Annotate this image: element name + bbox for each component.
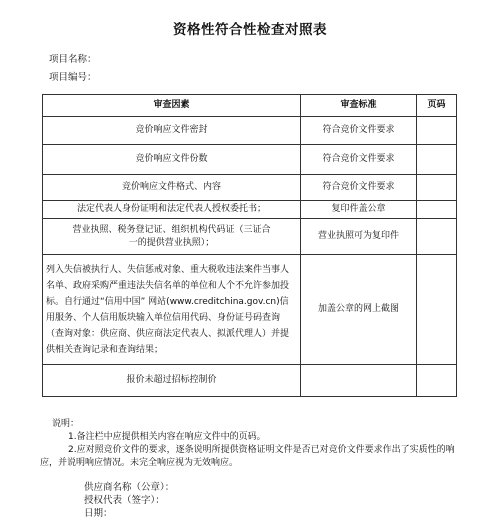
representative-label: 授权代表（签字）：	[84, 495, 165, 506]
row-standard: 营业执照可为复印件	[301, 219, 417, 255]
row-page	[417, 365, 457, 397]
table-row	[43, 219, 457, 255]
compliance-table	[42, 94, 457, 397]
row-standard: 符合竞价文件要求	[301, 117, 417, 145]
note-item-1: 1.备注栏中应提供相关内容在响应文件中的页码。	[68, 432, 266, 442]
row-standard: 符合竞价文件要求	[301, 145, 417, 175]
table-header-row	[43, 95, 457, 117]
row-factor: 报价未超过招标控制价	[43, 365, 301, 397]
row-factor: 竞价响应文件份数	[43, 145, 301, 175]
notes-heading: 说明：	[52, 419, 80, 429]
note-item-2: 2.应对照竞价文件的要求，逐条说明所提供资格证明文件是否已对竞价文件要求作出了实质性的响应，并说明响应情况。未完全响应视为无效响应。	[40, 445, 455, 468]
row-standard: 加盖公章的网上截图	[301, 255, 417, 365]
row-standard: 复印件盖公章	[301, 201, 417, 219]
row-page	[417, 201, 457, 219]
row-factor: 法定代表人身份证明和法定代表人授权委托书；	[43, 201, 301, 219]
table-row	[43, 117, 457, 145]
row-standard	[301, 365, 417, 397]
row-page	[417, 219, 457, 255]
date-label: 日期：	[84, 508, 113, 519]
header-standard: 审查标准	[301, 95, 417, 117]
notes-section	[40, 418, 460, 470]
row-factor: 竞价响应文件格式、内容	[43, 175, 301, 201]
table-row	[43, 255, 457, 365]
row-factor: 列入失信被执行人、失信惩戒对象、重大税收违法案件当事人名单、政府采购严重违法失信名单的单位和人个不允许参加投标。自行通过“信用中国” 网站(www.creditchina.gov.cn)信用服务、个人信用版块输入单位信用代码、身份证号码查询（查询对象：供应商、供应商法定代表人、拟派代理人）并提供相关查询记录和查询结果；	[43, 255, 301, 365]
row-page	[417, 145, 457, 175]
row-factor: 营业执照、税务登记证、组织机构代码证（三证合一的提供营业执照）；	[43, 219, 301, 255]
project-number-label: 项目编号：	[49, 72, 97, 83]
table-row	[43, 145, 457, 175]
row-factor: 竞价响应文件密封	[43, 117, 301, 145]
header-page: 页码	[417, 95, 457, 117]
table-row	[43, 201, 457, 219]
row-page	[417, 117, 457, 145]
row-page	[417, 255, 457, 365]
project-name-label: 项目名称：	[49, 54, 97, 65]
table-row	[43, 175, 457, 201]
row-page	[417, 175, 457, 201]
page-title: 资格性符合性检查对照表	[173, 22, 327, 38]
table-row	[43, 365, 457, 397]
header-factor: 审查因素	[43, 95, 301, 117]
row-standard: 符合竞价文件要求	[301, 175, 417, 201]
supplier-name-label: 供应商名称（公章）：	[84, 482, 175, 493]
